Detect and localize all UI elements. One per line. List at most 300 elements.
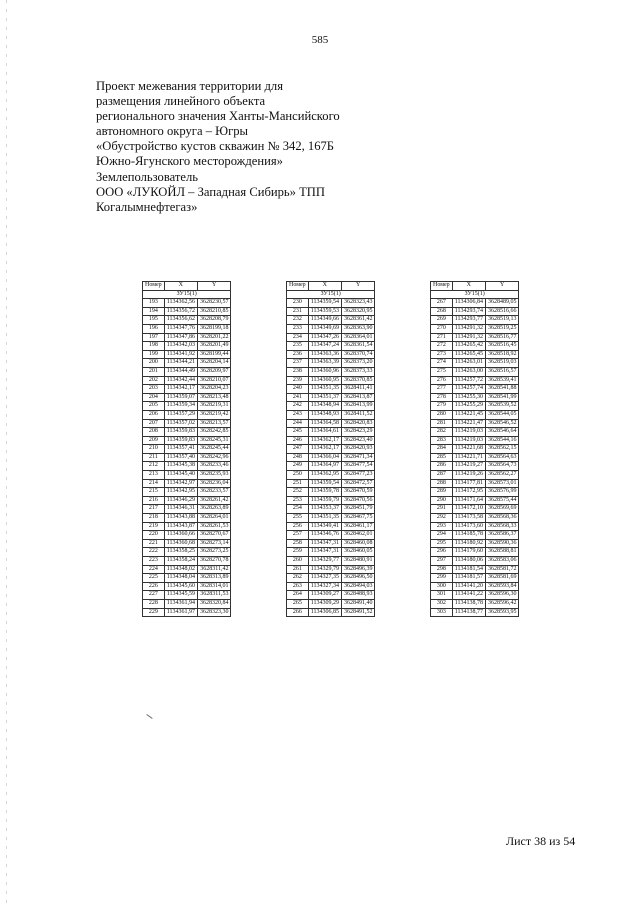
x-coordinate: 1134356,72 xyxy=(164,307,197,316)
y-coordinate: 3628541,88 xyxy=(485,385,519,394)
table-row xyxy=(431,393,519,402)
table-row xyxy=(431,471,519,480)
y-coordinate: 3628539,41 xyxy=(485,376,519,385)
table-row xyxy=(431,479,519,488)
y-coordinate: 3628489,05 xyxy=(485,299,519,308)
point-number: 293 xyxy=(431,522,453,531)
point-number: 207 xyxy=(143,419,165,428)
x-coordinate: 1134347,31 xyxy=(308,548,341,557)
table-row xyxy=(143,591,231,600)
point-number: 195 xyxy=(143,316,165,325)
x-coordinate: 1134181,57 xyxy=(452,574,485,583)
table-row xyxy=(287,307,375,316)
x-coordinate: 1134347,31 xyxy=(308,539,341,548)
point-number: 244 xyxy=(287,419,309,428)
x-coordinate: 1134263,00 xyxy=(452,367,485,376)
point-number: 227 xyxy=(143,591,165,600)
y-coordinate: 3628593,84 xyxy=(485,582,519,591)
point-number: 251 xyxy=(287,479,309,488)
y-coordinate: 3628564,73 xyxy=(485,462,519,471)
x-coordinate: 1134345,60 xyxy=(164,582,197,591)
x-coordinate: 1134357,40 xyxy=(164,453,197,462)
y-coordinate: 3628210,07 xyxy=(197,376,231,385)
point-number: 287 xyxy=(431,471,453,480)
table-row xyxy=(143,410,231,419)
table-row xyxy=(431,608,519,617)
point-number: 274 xyxy=(431,359,453,368)
y-coordinate: 3628373,33 xyxy=(341,367,375,376)
y-coordinate: 3628323,43 xyxy=(341,299,375,308)
x-coordinate: 1134346,29 xyxy=(164,496,197,505)
y-coordinate: 3628233,46 xyxy=(197,462,231,471)
table-row xyxy=(287,393,375,402)
table-row xyxy=(287,599,375,608)
y-coordinate: 3628539,52 xyxy=(485,402,519,411)
x-coordinate: 1134358,24 xyxy=(164,557,197,566)
y-coordinate: 3628420,83 xyxy=(341,419,375,428)
x-coordinate: 1134364,58 xyxy=(308,419,341,428)
point-number: 235 xyxy=(287,342,309,351)
table-row xyxy=(143,453,231,462)
y-coordinate: 3628411,52 xyxy=(341,410,375,419)
table-row xyxy=(431,445,519,454)
y-coordinate: 3628311,42 xyxy=(197,565,231,574)
y-coordinate: 3628518,92 xyxy=(485,350,519,359)
table-row xyxy=(287,453,375,462)
x-coordinate: 1134171,64 xyxy=(452,496,485,505)
x-coordinate: 1134219,26 xyxy=(452,471,485,480)
x-coordinate: 1134360,66 xyxy=(164,531,197,540)
table-row xyxy=(287,419,375,428)
table-row xyxy=(431,385,519,394)
table-row xyxy=(431,350,519,359)
table-row xyxy=(143,324,231,333)
x-coordinate: 1134347,86 xyxy=(164,333,197,342)
x-coordinate: 1134362,17 xyxy=(308,445,341,454)
table-row xyxy=(431,428,519,437)
y-coordinate: 3628263,89 xyxy=(197,505,231,514)
table-row xyxy=(431,531,519,540)
table-row xyxy=(287,565,375,574)
y-coordinate: 3628562,27 xyxy=(485,471,519,480)
table-row xyxy=(287,376,375,385)
y-coordinate: 3628236,04 xyxy=(197,479,231,488)
point-number: 200 xyxy=(143,359,165,368)
table-row xyxy=(431,599,519,608)
y-coordinate: 3628273,14 xyxy=(197,539,231,548)
point-number: 204 xyxy=(143,393,165,402)
point-number: 239 xyxy=(287,376,309,385)
y-coordinate: 3628477,54 xyxy=(341,462,375,471)
point-number: 268 xyxy=(431,307,453,316)
x-coordinate: 1134346,31 xyxy=(164,505,197,514)
table-row xyxy=(143,419,231,428)
column-header: X xyxy=(164,282,197,291)
table-row xyxy=(431,333,519,342)
point-number: 280 xyxy=(431,410,453,419)
y-coordinate: 3628583,06 xyxy=(485,557,519,566)
x-coordinate: 1134185,78 xyxy=(452,531,485,540)
point-number: 261 xyxy=(287,565,309,574)
y-coordinate: 3628451,79 xyxy=(341,505,375,514)
y-coordinate: 3628573,01 xyxy=(485,479,519,488)
title-line: регионального значения Ханты-Мансийского xyxy=(96,109,340,124)
column-header: Y xyxy=(197,282,231,291)
x-coordinate: 1134342,44 xyxy=(164,376,197,385)
x-coordinate: 1134364,97 xyxy=(308,462,341,471)
x-coordinate: 1134356,62 xyxy=(164,316,197,325)
y-coordinate: 3628461,17 xyxy=(341,522,375,531)
title-line: ООО «ЛУКОЙЛ – Западная Сибирь» ТПП xyxy=(96,184,325,199)
y-coordinate: 3628488,93 xyxy=(341,591,375,600)
table-row xyxy=(287,445,375,454)
table-row xyxy=(287,548,375,557)
table-row xyxy=(431,342,519,351)
table-row xyxy=(143,599,231,608)
point-number: 273 xyxy=(431,350,453,359)
y-coordinate: 3628596,42 xyxy=(485,599,519,608)
x-coordinate: 1134342,95 xyxy=(164,488,197,497)
table-row xyxy=(143,514,231,523)
y-coordinate: 3628576,99 xyxy=(485,488,519,497)
point-number: 248 xyxy=(287,453,309,462)
table-row xyxy=(287,539,375,548)
point-number: 212 xyxy=(143,462,165,471)
y-coordinate: 3628593,95 xyxy=(485,608,519,617)
x-coordinate: 1134179,60 xyxy=(452,548,485,557)
table-row xyxy=(143,496,231,505)
y-coordinate: 3628472,57 xyxy=(341,479,375,488)
x-coordinate: 1134357,29 xyxy=(164,410,197,419)
y-coordinate: 3628233,57 xyxy=(197,488,231,497)
coordinate-table xyxy=(286,281,375,617)
x-coordinate: 1134349,41 xyxy=(308,522,341,531)
x-coordinate: 1134291,32 xyxy=(452,333,485,342)
y-coordinate: 3628516,45 xyxy=(485,342,519,351)
table-row xyxy=(431,548,519,557)
point-number: 238 xyxy=(287,367,309,376)
y-coordinate: 3628261,53 xyxy=(197,522,231,531)
table-row xyxy=(287,557,375,566)
y-coordinate: 3628235,93 xyxy=(197,471,231,480)
y-coordinate: 3628210,85 xyxy=(197,307,231,316)
point-number: 205 xyxy=(143,402,165,411)
point-number: 300 xyxy=(431,582,453,591)
point-number: 259 xyxy=(287,548,309,557)
y-coordinate: 3628208,79 xyxy=(197,316,231,325)
point-number: 199 xyxy=(143,350,165,359)
table-row xyxy=(287,582,375,591)
y-coordinate: 3628596,30 xyxy=(485,591,519,600)
y-coordinate: 3628270,67 xyxy=(197,531,231,540)
y-coordinate: 3628581,72 xyxy=(485,565,519,574)
table-row xyxy=(143,574,231,583)
table-row xyxy=(287,428,375,437)
x-coordinate: 1134342,03 xyxy=(164,342,197,351)
point-number: 236 xyxy=(287,350,309,359)
table-row xyxy=(431,488,519,497)
table-row xyxy=(287,574,375,583)
point-number: 194 xyxy=(143,307,165,316)
point-number: 272 xyxy=(431,342,453,351)
point-number: 206 xyxy=(143,410,165,419)
x-coordinate: 1134221,45 xyxy=(452,410,485,419)
point-number: 226 xyxy=(143,582,165,591)
table-row xyxy=(287,436,375,445)
title-line: Проект межевания территории для xyxy=(96,79,283,93)
x-coordinate: 1134351,35 xyxy=(308,385,341,394)
point-number: 221 xyxy=(143,539,165,548)
x-coordinate: 1134361,94 xyxy=(164,599,197,608)
table-row xyxy=(143,608,231,617)
y-coordinate: 3628569,69 xyxy=(485,505,519,514)
x-coordinate: 1134360,95 xyxy=(308,376,341,385)
y-coordinate: 3628460,05 xyxy=(341,548,375,557)
y-coordinate: 3628413,87 xyxy=(341,393,375,402)
point-number: 240 xyxy=(287,385,309,394)
table-row xyxy=(287,324,375,333)
table-row xyxy=(431,522,519,531)
x-coordinate: 1134341,92 xyxy=(164,350,197,359)
y-coordinate: 3628219,31 xyxy=(197,402,231,411)
point-number: 202 xyxy=(143,376,165,385)
y-coordinate: 3628204,14 xyxy=(197,359,231,368)
table-row xyxy=(287,299,375,308)
x-coordinate: 1134361,97 xyxy=(164,608,197,617)
pen-mark xyxy=(146,714,152,719)
y-coordinate: 3628562,15 xyxy=(485,445,519,454)
point-number: 256 xyxy=(287,522,309,531)
table-row xyxy=(431,591,519,600)
x-coordinate: 1134219,03 xyxy=(452,436,485,445)
x-coordinate: 1134309,27 xyxy=(308,591,341,600)
title-line: автономного округа – Югры xyxy=(96,124,249,139)
point-number: 237 xyxy=(287,359,309,368)
x-coordinate: 1134359,53 xyxy=(308,307,341,316)
x-coordinate: 1134359,83 xyxy=(164,436,197,445)
point-number: 241 xyxy=(287,393,309,402)
x-coordinate: 1134347,76 xyxy=(164,324,197,333)
x-coordinate: 1134329,79 xyxy=(308,565,341,574)
x-coordinate: 1134348,93 xyxy=(308,410,341,419)
point-number: 288 xyxy=(431,479,453,488)
title-line: Когалымнефтегаз» xyxy=(96,199,198,214)
x-coordinate: 1134348,04 xyxy=(164,574,197,583)
point-number: 286 xyxy=(431,462,453,471)
table-row xyxy=(431,410,519,419)
point-number: 196 xyxy=(143,324,165,333)
point-number: 264 xyxy=(287,591,309,600)
x-coordinate: 1134180,06 xyxy=(452,557,485,566)
y-coordinate: 3628470,56 xyxy=(341,496,375,505)
x-coordinate: 1134347,26 xyxy=(308,333,341,342)
x-coordinate: 1134349,69 xyxy=(308,324,341,333)
x-coordinate: 1134141,22 xyxy=(452,591,485,600)
y-coordinate: 3628311,53 xyxy=(197,591,231,600)
point-number: 193 xyxy=(143,299,165,308)
table-row xyxy=(431,316,519,325)
table-row xyxy=(143,342,231,351)
x-coordinate: 1134359,54 xyxy=(308,299,341,308)
y-coordinate: 3628477,23 xyxy=(341,471,375,480)
x-coordinate: 1134293,77 xyxy=(452,316,485,325)
table-row xyxy=(287,608,375,617)
point-number: 255 xyxy=(287,514,309,523)
point-number: 214 xyxy=(143,479,165,488)
point-number: 301 xyxy=(431,591,453,600)
x-coordinate: 1134345,38 xyxy=(164,462,197,471)
x-coordinate: 1134173,58 xyxy=(452,514,485,523)
point-number: 223 xyxy=(143,557,165,566)
point-number: 297 xyxy=(431,557,453,566)
x-coordinate: 1134357,02 xyxy=(164,419,197,428)
y-coordinate: 3628273,25 xyxy=(197,548,231,557)
point-number: 250 xyxy=(287,471,309,480)
table-row xyxy=(287,591,375,600)
table-row xyxy=(287,316,375,325)
x-coordinate: 1134351,37 xyxy=(308,393,341,402)
point-number: 258 xyxy=(287,539,309,548)
point-number: 231 xyxy=(287,307,309,316)
table-row xyxy=(143,367,231,376)
x-coordinate: 1134141,20 xyxy=(452,582,485,591)
point-number: 247 xyxy=(287,445,309,454)
y-coordinate: 3628230,57 xyxy=(197,299,231,308)
table-row xyxy=(431,582,519,591)
column-header: Y xyxy=(341,282,375,291)
point-number: 252 xyxy=(287,488,309,497)
y-coordinate: 3628209,97 xyxy=(197,367,231,376)
table-row xyxy=(287,385,375,394)
y-coordinate: 3628373,20 xyxy=(341,359,375,368)
x-coordinate: 1134257,74 xyxy=(452,385,485,394)
x-coordinate: 1134360,68 xyxy=(164,539,197,548)
table-row xyxy=(143,548,231,557)
table-row xyxy=(431,565,519,574)
y-coordinate: 3628568,36 xyxy=(485,514,519,523)
table-row xyxy=(143,531,231,540)
table-row xyxy=(431,453,519,462)
point-number: 263 xyxy=(287,582,309,591)
point-number: 225 xyxy=(143,574,165,583)
x-coordinate: 1134181,54 xyxy=(452,565,485,574)
point-number: 260 xyxy=(287,557,309,566)
y-coordinate: 3628546,52 xyxy=(485,419,519,428)
table-row xyxy=(287,350,375,359)
point-number: 220 xyxy=(143,531,165,540)
y-coordinate: 3628204,23 xyxy=(197,385,231,394)
point-number: 257 xyxy=(287,531,309,540)
table-row xyxy=(143,479,231,488)
x-coordinate: 1134345,40 xyxy=(164,471,197,480)
y-coordinate: 3628541,99 xyxy=(485,393,519,402)
point-number: 246 xyxy=(287,436,309,445)
zone-label: ЗУ15(1) xyxy=(431,290,519,299)
point-number: 224 xyxy=(143,565,165,574)
y-coordinate: 3628370,74 xyxy=(341,350,375,359)
x-coordinate: 1134257,72 xyxy=(452,376,485,385)
x-coordinate: 1134172,10 xyxy=(452,505,485,514)
point-number: 292 xyxy=(431,514,453,523)
y-coordinate: 3628363,90 xyxy=(341,324,375,333)
x-coordinate: 1134138,78 xyxy=(452,599,485,608)
point-number: 291 xyxy=(431,505,453,514)
point-number: 295 xyxy=(431,539,453,548)
point-number: 230 xyxy=(287,299,309,308)
point-number: 265 xyxy=(287,599,309,608)
table-row xyxy=(143,316,231,325)
table-row xyxy=(431,539,519,548)
point-number: 253 xyxy=(287,496,309,505)
point-number: 271 xyxy=(431,333,453,342)
y-coordinate: 3628261,42 xyxy=(197,496,231,505)
y-coordinate: 3628411,41 xyxy=(341,385,375,394)
x-coordinate: 1134358,25 xyxy=(164,548,197,557)
table-row xyxy=(431,462,519,471)
point-number: 289 xyxy=(431,488,453,497)
title-line: размещения линейного объекта xyxy=(96,94,266,109)
table-row xyxy=(287,462,375,471)
table-row xyxy=(287,410,375,419)
y-coordinate: 3628213,57 xyxy=(197,419,231,428)
table-row xyxy=(143,462,231,471)
x-coordinate: 1134344,49 xyxy=(164,367,197,376)
y-coordinate: 3628320,84 xyxy=(197,599,231,608)
point-number: 290 xyxy=(431,496,453,505)
point-number: 201 xyxy=(143,367,165,376)
table-row xyxy=(287,367,375,376)
y-coordinate: 3628491,40 xyxy=(341,599,375,608)
x-coordinate: 1134363,39 xyxy=(308,359,341,368)
y-coordinate: 3628590,36 xyxy=(485,539,519,548)
point-number: 243 xyxy=(287,410,309,419)
point-number: 298 xyxy=(431,565,453,574)
point-number: 279 xyxy=(431,402,453,411)
x-coordinate: 1134342,17 xyxy=(164,385,197,394)
x-coordinate: 1134360,96 xyxy=(308,367,341,376)
y-coordinate: 3628519,13 xyxy=(485,316,519,325)
x-coordinate: 1134342,97 xyxy=(164,479,197,488)
x-coordinate: 1134255,29 xyxy=(452,402,485,411)
column-header: X xyxy=(452,282,485,291)
table-row xyxy=(431,324,519,333)
x-coordinate: 1134359,78 xyxy=(308,488,341,497)
x-coordinate: 1134362,56 xyxy=(164,299,197,308)
x-coordinate: 1134327,34 xyxy=(308,582,341,591)
x-coordinate: 1134359,83 xyxy=(164,428,197,437)
table-row xyxy=(143,436,231,445)
y-coordinate: 3628586,37 xyxy=(485,531,519,540)
x-coordinate: 1134255,30 xyxy=(452,393,485,402)
table-row xyxy=(143,522,231,531)
point-number: 218 xyxy=(143,514,165,523)
table-row xyxy=(143,471,231,480)
y-coordinate: 3628470,59 xyxy=(341,488,375,497)
x-coordinate: 1134291,32 xyxy=(452,324,485,333)
table-row xyxy=(143,333,231,342)
x-coordinate: 1134346,76 xyxy=(308,531,341,540)
point-number: 233 xyxy=(287,324,309,333)
x-coordinate: 1134221,68 xyxy=(452,445,485,454)
table-row xyxy=(287,531,375,540)
x-coordinate: 1134172,95 xyxy=(452,488,485,497)
x-coordinate: 1134359,34 xyxy=(164,402,197,411)
y-coordinate: 3628413,99 xyxy=(341,402,375,411)
table-row xyxy=(287,402,375,411)
point-number: 275 xyxy=(431,367,453,376)
table-row xyxy=(287,342,375,351)
x-coordinate: 1134293,74 xyxy=(452,307,485,316)
